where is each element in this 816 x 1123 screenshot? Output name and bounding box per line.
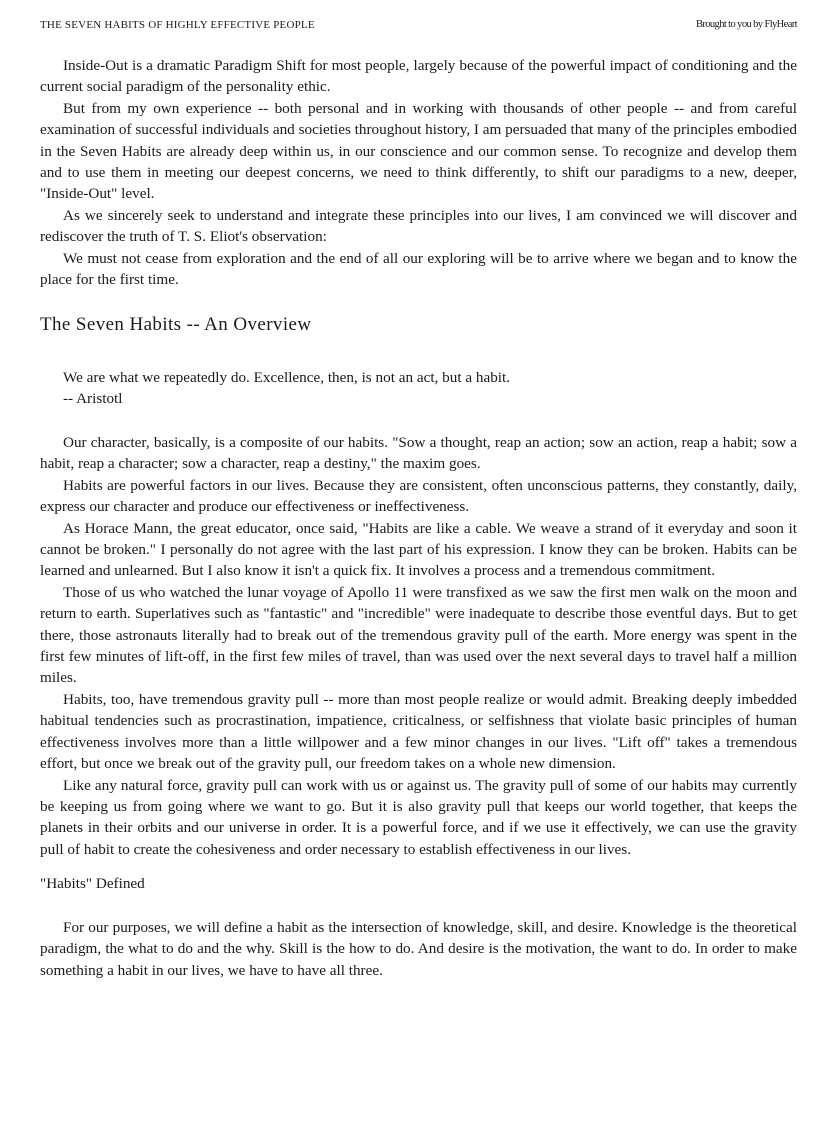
subsection-title: "Habits" Defined xyxy=(40,875,145,892)
defined-block xyxy=(40,917,797,981)
paragraph: Habits, too, have tremendous gravity pull -- more than most people realize or would admit. Breaking deeply imbedded habitual tendencies such as procrastination, impatience, criticalness, or selfishness that violate basic principles of human effectiveness involves more than a little willpower and a few minor changes in our lives. "Lift off" takes a tremendous effort, but once we break out of the gravity pull, our freedom takes on a whole new dimension. xyxy=(40,690,797,773)
epigraph-quote xyxy=(63,367,510,410)
quote-text: We are what we repeatedly do. Excellence, then, is not an act, but a habit. xyxy=(63,369,511,386)
paragraph: For our purposes, we will define a habit as the intersection of knowledge, skill, and desire. Knowledge is the theoretical paradigm, the what to do and the why. Skill is the how to do. And desire is the motivation, the want to do. In order to make something a habit in our lives, we have to have all three. xyxy=(40,919,797,979)
paragraph: Our character, basically, is a composite of our habits. "Sow a thought, reap an action; sow an action, reap a habit; sow a habit, reap a character; sow a character, reap a destiny," the maxim goes. xyxy=(40,434,797,473)
paragraph: Like any natural force, gravity pull can work with us or against us. The gravity pull of some of our habits may currently be keeping us from going where we want to go. But it is also gravity pull that keeps our world together, that keeps the planets in their orbits and our universe in order. It is a powerful force, and if we use it effectively, we can use the gravity pull of habit to create the cohesiveness and order necessary to establish effectiveness in our lives. xyxy=(40,776,797,858)
paragraph: As we sincerely seek to understand and integrate these principles into our lives, I am convinced we will discover and rediscover the truth of T. S. Eliot's observation: xyxy=(40,206,797,246)
header-book-title: THE SEVEN HABITS OF HIGHLY EFFECTIVE PEOPLE xyxy=(40,19,315,31)
paragraph: Habits are powerful factors in our lives. Because they are consistent, often unconscious patterns, they constantly, daily, express our character and produce our effectiveness or ineffectiveness. xyxy=(40,476,797,516)
paragraph: Those of us who watched the lunar voyage of Apollo 11 were transfixed as we saw the first men walk on the moon and return to earth. Superlatives such as "fantastic" and "incredible" were inadequate to describe those eventful days. But to get there, those astronauts literally had to break out of the tremendous gravity pull of the earth. More energy was spent in the first few minutes of lift-off, in the first few miles of travel, than was used over the next several days to travel half a million miles. xyxy=(40,583,797,687)
section-title: The Seven Habits -- An Overview xyxy=(40,314,312,335)
intro-block xyxy=(40,55,797,290)
overview-block xyxy=(40,432,797,860)
paragraph: As Horace Mann, the great educator, once said, "Habits are like a cable. We weave a strand of it everyday and soon it cannot be broken." I personally do not agree with the last part of his expression. I know they can be broken. Habits can be learned and unlearned. But I also know it isn't a quick fix. It involves a process and a tremendous commitment. xyxy=(40,519,797,580)
quote-attribution: -- Aristotl xyxy=(63,390,123,408)
paragraph: Inside-Out is a dramatic Paradigm Shift for most people, largely because of the powerful impact of conditioning and the current social paradigm of the personality ethic. xyxy=(40,57,797,96)
document-page xyxy=(40,0,797,979)
header-credit: Brought to you by FlyHeart xyxy=(695,19,797,30)
paragraph: We must not cease from exploration and the end of all our exploring will be to arrive where we began and to know the place for the first time. xyxy=(40,249,797,289)
paragraph: But from my own experience -- both personal and in working with thousands of other people -- and from careful examination of successful individuals and societies throughout history, I am persuaded that many of the principles embodied in the Seven Habits are already deep within us, in our conscience and our common sense. To recognize and develop them and to use them in meeting our deepest concerns, we need to think differently, to shift our paradigms to a new, deeper, "Inside-Out" level. xyxy=(40,99,797,203)
running-header xyxy=(40,0,797,50)
